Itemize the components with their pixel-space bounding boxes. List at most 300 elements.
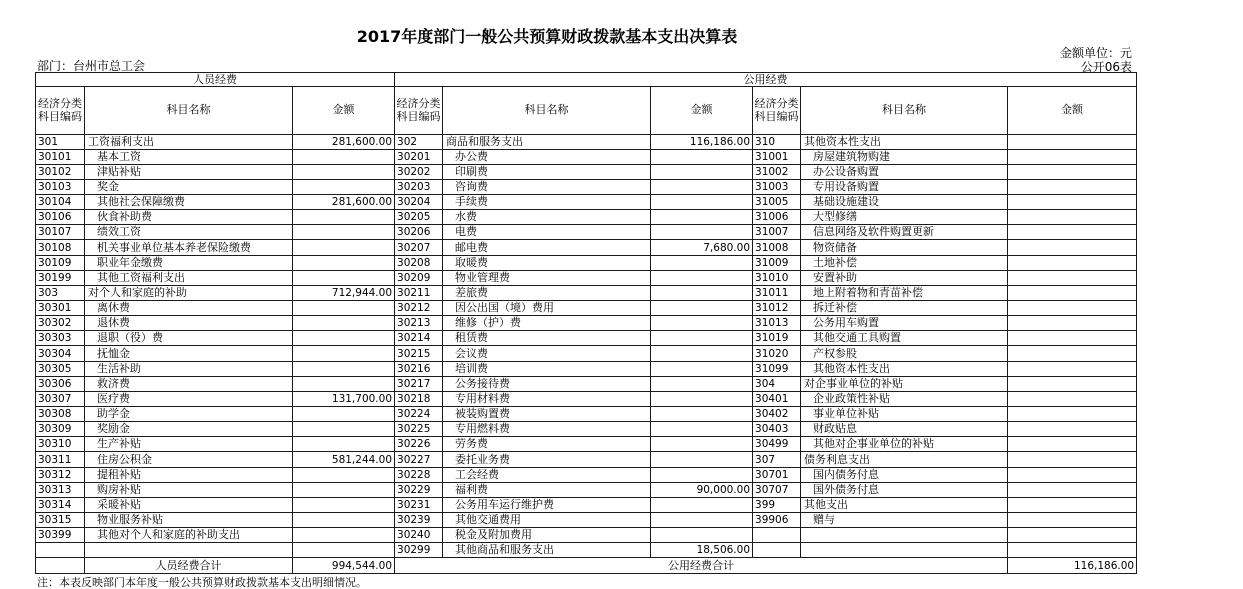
subject-name-cell: 其他对企事业单位的补贴 [801,437,1008,452]
code-cell: 399 [753,497,801,512]
code-cell: 30707 [753,482,801,497]
amount-cell [293,376,395,391]
subject-name-cell: 其他社会保障缴费 [85,195,293,210]
code-cell: 30227 [395,452,443,467]
amount-cell [1008,346,1137,361]
subject-name-cell: 专用设备购置 [801,179,1008,194]
amount-cell: 281,600.00 [293,134,395,149]
subject-name-cell: 福利费 [443,482,651,497]
code-cell: 30109 [36,255,85,270]
amount-cell [1008,316,1137,331]
code-cell: 31020 [753,346,801,361]
code-cell: 30240 [395,528,443,543]
table-row [36,422,1137,437]
amount-cell [651,497,753,512]
amount-cell [1008,210,1137,225]
column-header-code-line1: 经济分类 [754,97,799,111]
empty-cell [753,528,801,543]
amount-cell [1008,513,1137,528]
code-cell: 30217 [395,376,443,391]
table-row [36,240,1137,255]
table-row [36,331,1137,346]
subject-name-cell: 企业政策性补贴 [801,391,1008,406]
code-cell: 30304 [36,346,85,361]
subject-name-cell: 手续费 [443,195,651,210]
amount-unit-label: 金额单位：元 [1059,46,1132,60]
table-row [36,376,1137,391]
code-cell: 31013 [753,316,801,331]
code-cell: 30225 [395,422,443,437]
amount-cell [651,316,753,331]
code-cell: 30207 [395,240,443,255]
empty-cell [85,543,293,558]
subject-name-cell: 劳务费 [443,437,651,452]
subject-name-cell: 采暖补贴 [85,497,293,512]
amount-cell [651,179,753,194]
table-body [36,134,1137,558]
code-cell: 30305 [36,361,85,376]
code-cell: 30401 [753,391,801,406]
public-total-amount: 116,186.00 [1008,558,1137,573]
code-cell: 30312 [36,467,85,482]
code-cell: 31002 [753,164,801,179]
code-cell: 31005 [753,195,801,210]
empty-cell [753,543,801,558]
subject-name-cell: 抚恤金 [85,346,293,361]
amount-cell [651,195,753,210]
code-cell: 30307 [36,391,85,406]
code-cell: 31010 [753,270,801,285]
amount-cell [293,482,395,497]
subject-name-cell: 其他工资福利支出 [85,270,293,285]
column-header-name: 科目名称 [801,87,1008,135]
code-cell: 30199 [36,270,85,285]
table-number-label: 公开06表 [1080,60,1132,74]
amount-cell [293,301,395,316]
table-row [36,346,1137,361]
subject-name-cell: 土地补偿 [801,255,1008,270]
subject-name-cell: 取暖费 [443,255,651,270]
subject-name-cell: 对个人和家庭的补助 [85,285,293,300]
code-cell: 30311 [36,452,85,467]
code-cell: 30313 [36,482,85,497]
subject-name-cell: 专用燃料费 [443,422,651,437]
subject-name-cell: 邮电费 [443,240,651,255]
column-header-code [36,87,85,135]
subject-name-cell: 国内债务付息 [801,467,1008,482]
code-cell: 30211 [395,285,443,300]
code-cell: 30299 [395,543,443,558]
subject-name-cell: 物业服务补贴 [85,513,293,528]
table-row [36,452,1137,467]
table-row [36,482,1137,497]
code-cell: 30104 [36,195,85,210]
subject-name-cell: 财政贴息 [801,422,1008,437]
subject-name-cell: 其他交通工具购置 [801,331,1008,346]
code-cell: 30215 [395,346,443,361]
code-cell: 30206 [395,225,443,240]
subject-name-cell: 赠与 [801,513,1008,528]
empty-cell [1008,543,1137,558]
amount-cell [293,346,395,361]
table-row [36,513,1137,528]
amount-cell [651,331,753,346]
amount-cell [293,361,395,376]
subject-name-cell: 其他资本性支出 [801,361,1008,376]
subject-name-cell: 办公费 [443,149,651,164]
column-header-amount: 金额 [293,87,395,135]
amount-cell [293,270,395,285]
amount-cell [651,528,753,543]
column-header-code-line1: 经济分类 [396,97,441,111]
code-cell: 30302 [36,316,85,331]
subject-name-cell: 离休费 [85,301,293,316]
code-cell: 30216 [395,361,443,376]
code-cell: 30309 [36,422,85,437]
subject-name-cell: 其他交通费用 [443,513,651,528]
subject-name-cell: 电费 [443,225,651,240]
personnel-total-amount: 994,544.00 [293,558,395,573]
subject-name-cell: 大型修缮 [801,210,1008,225]
subject-name-cell: 咨询费 [443,179,651,194]
column-header-code [395,87,443,135]
table-row [36,467,1137,482]
code-cell: 307 [753,452,801,467]
table-row [36,543,1137,558]
amount-cell [1008,376,1137,391]
amount-cell [293,331,395,346]
amount-cell [293,225,395,240]
subject-name-cell: 助学金 [85,407,293,422]
amount-cell [1008,437,1137,452]
subject-name-cell: 其他对个人和家庭的补助支出 [85,528,293,543]
subject-name-cell: 专用材料费 [443,391,651,406]
amount-cell [293,422,395,437]
subject-name-cell: 对企事业单位的补贴 [801,376,1008,391]
amount-cell [293,497,395,512]
column-header-code-line2: 科目编码 [754,110,799,124]
column-header-name: 科目名称 [85,87,293,135]
subject-name-cell: 税金及附加费用 [443,528,651,543]
code-cell: 30315 [36,513,85,528]
table-row [36,164,1137,179]
subject-name-cell: 物业管理费 [443,270,651,285]
subject-name-cell: 其他资本性支出 [801,134,1008,149]
code-cell: 30214 [395,331,443,346]
amount-cell [1008,452,1137,467]
table-row [36,391,1137,406]
subject-name-cell: 培训费 [443,361,651,376]
code-cell: 30231 [395,497,443,512]
code-cell: 30701 [753,467,801,482]
code-cell: 30204 [395,195,443,210]
subject-name-cell: 委托业务费 [443,452,651,467]
amount-cell [1008,149,1137,164]
empty-cell [293,543,395,558]
amount-cell [1008,301,1137,316]
subject-name-cell: 基本工资 [85,149,293,164]
code-cell: 30205 [395,210,443,225]
code-cell: 31012 [753,301,801,316]
amount-cell: 90,000.00 [651,482,753,497]
subject-name-cell: 水费 [443,210,651,225]
code-cell: 31011 [753,285,801,300]
amount-cell: 281,600.00 [293,195,395,210]
code-cell: 30306 [36,376,85,391]
code-cell: 31008 [753,240,801,255]
subject-name-cell: 工会经费 [443,467,651,482]
empty-cell [1008,528,1137,543]
code-cell: 30499 [753,437,801,452]
amount-cell [293,164,395,179]
code-cell: 30301 [36,301,85,316]
amount-cell [651,301,753,316]
amount-cell [1008,225,1137,240]
amount-cell [1008,255,1137,270]
code-cell: 30102 [36,164,85,179]
table-row [36,285,1137,300]
subject-name-cell: 津贴补贴 [85,164,293,179]
column-header-amount: 金额 [1008,87,1137,135]
code-cell: 30403 [753,422,801,437]
subject-name-cell: 拆迁补偿 [801,301,1008,316]
amount-cell [1008,482,1137,497]
amount-cell [1008,270,1137,285]
amount-cell [293,528,395,543]
subject-name-cell: 住房公积金 [85,452,293,467]
total-row [36,558,1137,573]
code-cell: 30107 [36,225,85,240]
subject-name-cell: 公务用车运行维护费 [443,497,651,512]
table-row [36,270,1137,285]
personnel-total-label: 人员经费合计 [85,558,293,573]
amount-cell [651,164,753,179]
public-total-label: 公用经费合计 [395,558,1008,573]
subject-name-cell: 办公设备购置 [801,164,1008,179]
amount-cell [651,270,753,285]
empty-cell [36,558,85,573]
code-cell: 31001 [753,149,801,164]
section-header-personnel: 人员经费 [36,73,395,87]
code-cell: 30314 [36,497,85,512]
subject-name-cell: 职业年金缴费 [85,255,293,270]
amount-cell [1008,134,1137,149]
subject-name-cell: 印刷费 [443,164,651,179]
amount-cell: 7,680.00 [651,240,753,255]
subject-name-cell: 伙食补助费 [85,210,293,225]
amount-cell [1008,240,1137,255]
code-cell: 30310 [36,437,85,452]
subject-name-cell: 国外债务付息 [801,482,1008,497]
table-row [36,210,1137,225]
subject-name-cell: 退职（役）费 [85,331,293,346]
code-cell: 30228 [395,467,443,482]
subject-name-cell: 信息网络及软件购置更新 [801,225,1008,240]
code-cell: 30101 [36,149,85,164]
amount-cell [1008,361,1137,376]
subject-name-cell: 产权参股 [801,346,1008,361]
amount-cell [651,255,753,270]
subject-name-cell: 物资储备 [801,240,1008,255]
amount-cell [651,437,753,452]
table-row [36,361,1137,376]
table-row [36,225,1137,240]
amount-cell [1008,407,1137,422]
code-cell: 31007 [753,225,801,240]
amount-cell [1008,195,1137,210]
subject-name-cell: 医疗费 [85,391,293,406]
empty-cell [36,543,85,558]
amount-cell [651,225,753,240]
amount-cell: 116,186.00 [651,134,753,149]
amount-cell [1008,164,1137,179]
column-header-name: 科目名称 [443,87,651,135]
code-cell: 30203 [395,179,443,194]
footnote: 注：本表反映部门本年度一般公共预算财政拨款基本支出明细情况。 [37,576,367,589]
subject-name-cell: 机关事业单位基本养老保险缴费 [85,240,293,255]
code-cell: 30208 [395,255,443,270]
code-cell: 310 [753,134,801,149]
subject-name-cell: 工资福利支出 [85,134,293,149]
amount-cell: 131,700.00 [293,391,395,406]
amount-cell [651,346,753,361]
amount-cell [1008,497,1137,512]
amount-cell [293,407,395,422]
column-header-code-line2: 科目编码 [396,110,441,124]
table-row [36,134,1137,149]
amount-cell [293,179,395,194]
table-row [36,437,1137,452]
code-cell: 31019 [753,331,801,346]
amount-cell [293,437,395,452]
subject-name-cell: 其他商品和服务支出 [443,543,651,558]
subject-name-cell: 退休费 [85,316,293,331]
amount-cell [651,513,753,528]
subject-name-cell: 基础设施建设 [801,195,1008,210]
section-header-row [36,73,1137,87]
subject-name-cell: 生产补贴 [85,437,293,452]
column-header-row [36,87,1137,135]
code-cell: 30106 [36,210,85,225]
code-cell: 30402 [753,407,801,422]
code-cell: 30308 [36,407,85,422]
table-row [36,301,1137,316]
table-row [36,316,1137,331]
code-cell: 30218 [395,391,443,406]
amount-cell [651,452,753,467]
code-cell: 30303 [36,331,85,346]
column-header-code [753,87,801,135]
code-cell: 30239 [395,513,443,528]
amount-cell [1008,179,1137,194]
subject-name-cell: 公务接待费 [443,376,651,391]
amount-cell [651,149,753,164]
code-cell: 30212 [395,301,443,316]
amount-cell [651,391,753,406]
amount-cell [293,149,395,164]
amount-cell: 18,506.00 [651,543,753,558]
subject-name-cell: 奖励金 [85,422,293,437]
amount-cell [293,513,395,528]
amount-cell [1008,331,1137,346]
amount-cell [651,361,753,376]
amount-cell [651,467,753,482]
subject-name-cell: 债务利息支出 [801,452,1008,467]
table-row [36,255,1137,270]
column-header-code-line2: 科目编码 [38,110,82,124]
code-cell: 30213 [395,316,443,331]
subject-name-cell: 绩效工资 [85,225,293,240]
amount-cell [651,422,753,437]
amount-cell [1008,285,1137,300]
code-cell: 301 [36,134,85,149]
column-header-code-line1: 经济分类 [38,97,82,111]
subject-name-cell: 救济费 [85,376,293,391]
subject-name-cell: 安置补助 [801,270,1008,285]
amount-cell [1008,422,1137,437]
subject-name-cell: 提租补贴 [85,467,293,482]
code-cell: 30103 [36,179,85,194]
amount-cell [651,376,753,391]
code-cell: 31099 [753,361,801,376]
subject-name-cell: 被装购置费 [443,407,651,422]
code-cell: 31003 [753,179,801,194]
amount-cell [651,285,753,300]
table-row [36,407,1137,422]
subject-name-cell: 地上附着物和青苗补偿 [801,285,1008,300]
subject-name-cell: 奖金 [85,179,293,194]
subject-name-cell: 公务用车购置 [801,316,1008,331]
amount-cell [293,316,395,331]
code-cell: 30229 [395,482,443,497]
subject-name-cell: 生活补助 [85,361,293,376]
amount-cell [293,255,395,270]
subject-name-cell: 因公出国（境）费用 [443,301,651,316]
subject-name-cell: 租赁费 [443,331,651,346]
subject-name-cell: 事业单位补贴 [801,407,1008,422]
page-title: 2017年度部门一般公共预算财政拨款基本支出决算表 [356,27,738,46]
code-cell: 304 [753,376,801,391]
amount-cell [293,467,395,482]
table-row [36,497,1137,512]
amount-cell: 712,944.00 [293,285,395,300]
subject-name-cell: 会议费 [443,346,651,361]
table-row [36,195,1137,210]
code-cell: 30108 [36,240,85,255]
subject-name-cell: 维修（护）费 [443,316,651,331]
section-header-public: 公用经费 [395,73,1137,87]
subject-name-cell: 商品和服务支出 [443,134,651,149]
code-cell: 30226 [395,437,443,452]
amount-cell [651,407,753,422]
code-cell: 30399 [36,528,85,543]
empty-cell [801,543,1008,558]
amount-cell: 581,244.00 [293,452,395,467]
column-header-amount: 金额 [651,87,753,135]
subject-name-cell: 其他支出 [801,497,1008,512]
code-cell: 31009 [753,255,801,270]
code-cell: 30201 [395,149,443,164]
subject-name-cell: 购房补贴 [85,482,293,497]
table-row [36,528,1137,543]
amount-cell [1008,391,1137,406]
code-cell: 303 [36,285,85,300]
code-cell: 31006 [753,210,801,225]
table-row [36,149,1137,164]
code-cell: 39906 [753,513,801,528]
amount-cell [651,210,753,225]
empty-cell [801,528,1008,543]
